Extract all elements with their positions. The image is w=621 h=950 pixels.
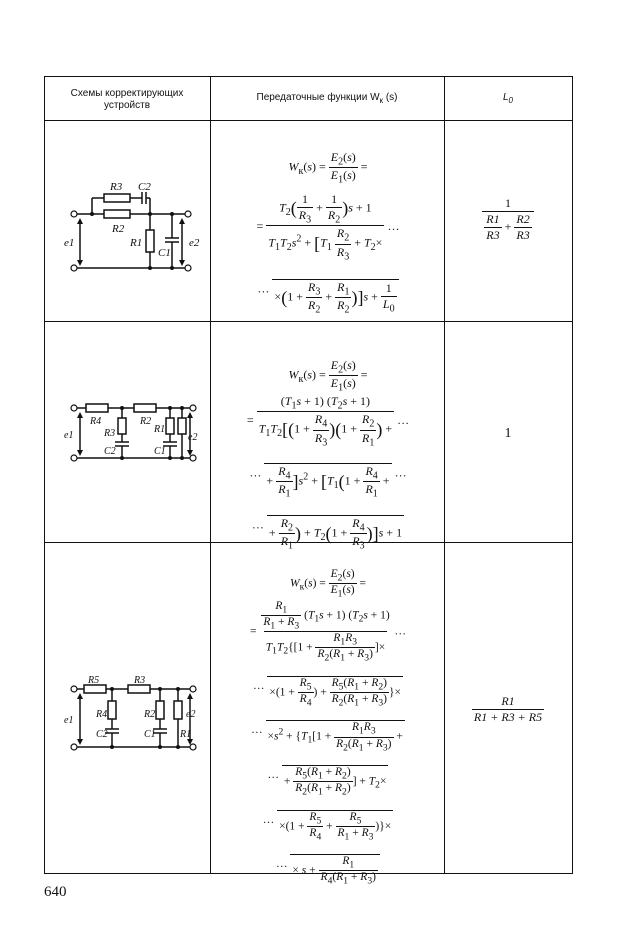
- svg-text:R4: R4: [90, 416, 102, 427]
- circuit-diagram-1: [62, 180, 202, 275]
- header-schemes: Схемы корректирующих устройств: [70, 88, 184, 111]
- svg-text:e1: e1: [64, 430, 74, 441]
- label-c2: C2: [138, 181, 151, 193]
- svg-text:e1: e1: [64, 715, 74, 726]
- label-r1: R1: [130, 237, 143, 249]
- svg-text:R5: R5: [88, 675, 100, 686]
- l0-value-3: $\frac{R1}{R1 + R3 + R5}$: [473, 694, 543, 724]
- label-r3: R3: [110, 181, 123, 193]
- svg-text:C1: C1: [154, 446, 166, 457]
- svg-text:R1: R1: [154, 424, 166, 435]
- svg-text:e2: e2: [186, 709, 196, 720]
- circuit-diagram-3: [62, 675, 202, 755]
- svg-text:R2: R2: [144, 709, 156, 720]
- transfer-function-2: $W_к(s)$ = $\frac{E_2(s)}{E_1(s)}$ = = $(T_1s + 1) (T_2s + 1)$ $T_1T_2[(1$ + $\frac{R_4}{R_3}$ )(1 + $\frac{R_2}{R_1}$ ) + … … + $\frac{R_4}{R_1}$ ]$s^2 + [T_1(1$ + $\frac{R_4}{R_1}$ + … … + $\frac{R_2}{R_1}$ ) + $T_2(1$ + $\frac{R_4}{R_3}$ )]s + 1: [246, 358, 410, 552]
- svg-text:e2: e2: [188, 432, 198, 443]
- svg-text:R3: R3: [134, 675, 146, 686]
- svg-text:C1: C1: [144, 729, 156, 740]
- label-e2: e2: [189, 237, 200, 249]
- label-c1: C1: [158, 247, 171, 259]
- page-number: 640: [44, 884, 67, 900]
- svg-text:R4: R4: [96, 709, 108, 720]
- l0-value-1: 1 $\frac{R1}{R3}$ + $\frac{R2}{R3}$: [448, 196, 568, 243]
- header-transfer-functions: Передаточные функции $W_к$ (s): [256, 92, 398, 105]
- header-l0: $L_0$: [502, 92, 513, 105]
- svg-text:R3: R3: [104, 428, 116, 439]
- label-e1: e1: [64, 237, 75, 249]
- svg-text:C2: C2: [96, 729, 108, 740]
- svg-text:R1: R1: [180, 729, 192, 740]
- svg-text:C2: C2: [104, 446, 116, 457]
- transfer-function-3: $W_к(s)$ = $\frac{E_2(s)}{E_1(s)}$ = = $\frac{R_1}{R_1 + R_3}$ $(T_1s + 1) (T_2s + 1)$ $T_1T_2\{[1$ + $\frac{R_1R_3}{R_2(R_1 + R_3)}$ ]× … … ×(1 + $\frac{R_5}{R_4}$ ) + $\frac{R_5(R_1 + R_2)}{R_2(R_1 + R_3)}$ }× … $\times s^2 + \{T_1[1$ + $\frac{R_1R_3}{R_2(R_1 + R_3)}$ + … + $\frac{R_5(R_1 + R_2)}{R_2(R_1 + R_2)}$ ] + $T_2\times$ … ×(1 + $\frac{R_5}{R_4}$ + $\frac{R_5}{R_1 + R_3}$ )}× … × s + $\frac{R_1}{R_4(R_1 + R_3)}$: [249, 568, 407, 887]
- svg-text:R2: R2: [140, 416, 152, 427]
- l0-value-2: 1: [504, 426, 512, 441]
- circuit-diagram-2: [62, 398, 202, 468]
- transfer-function-1: $W_к(s)$ = $\frac{E_2(s)}{E_1(s)}$ = = $T_2$( $\frac{1}{R_3}$ + $\frac{1}{R_2}$ )s + 1 $T_1T_2s^2 + [T_1$ $\frac{R_2}{R_3}$ + $T_2\times$ … … ×(1 + $\frac{R_3}{R_2}$ + $\frac{R_1}{R_2}$ )]s + $\frac{1}{L_0}$: [256, 150, 400, 316]
- label-r2: R2: [112, 223, 125, 235]
